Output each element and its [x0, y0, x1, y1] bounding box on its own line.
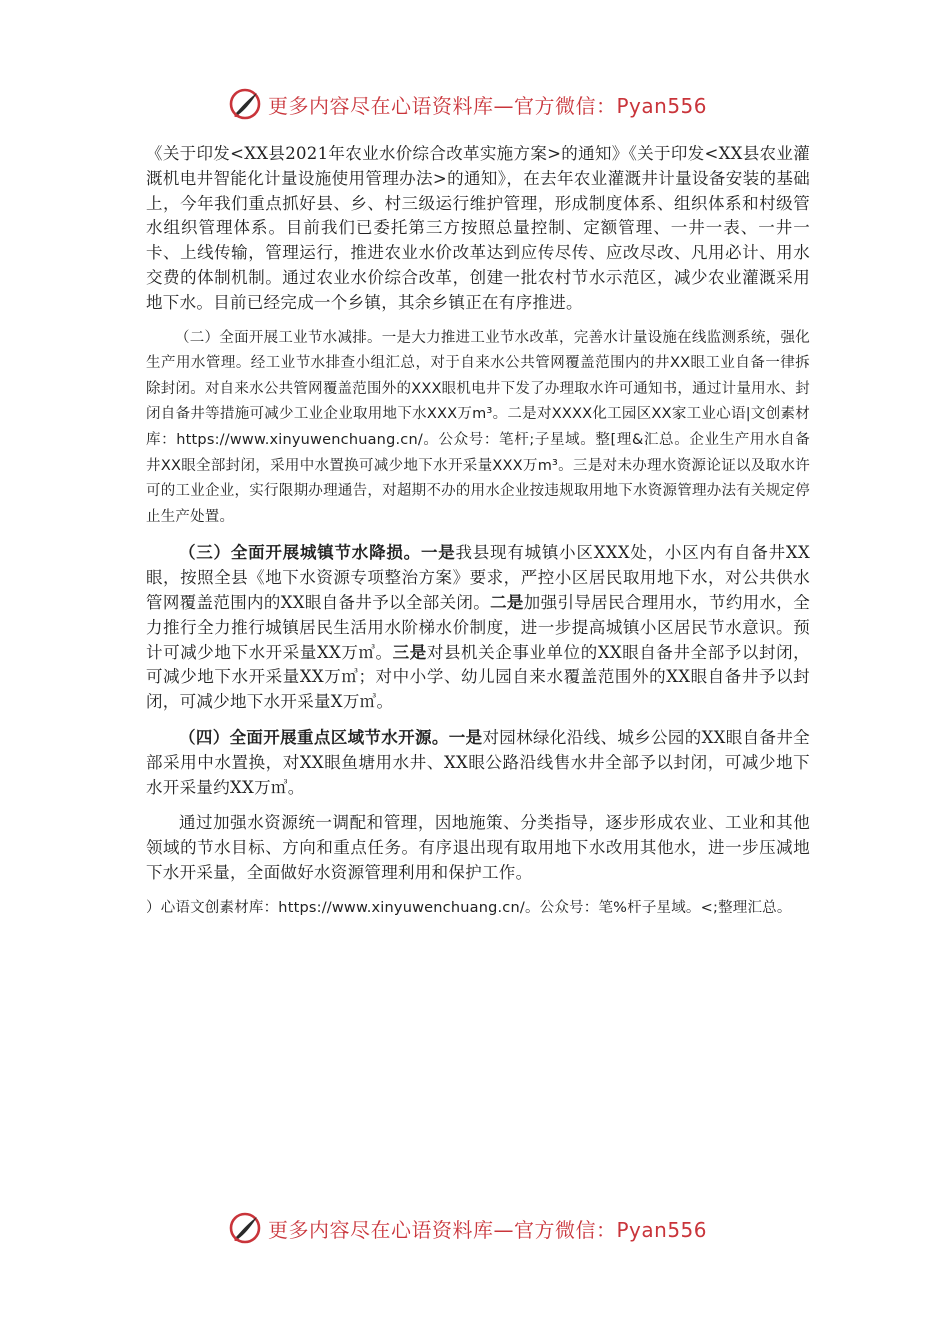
footer-banner	[226, 1208, 746, 1248]
urban-item1-key: 一是	[420, 543, 456, 563]
urban-item3-text: 对县机关企事业单位的XX眼自备井全部予以封闭，可减少地下水开采量XX万㎥；对中小学、幼儿园自来水覆盖范围外的XX眼自备井予以封闭，可减少地下水开采量X万㎥。	[146, 642, 810, 712]
paragraph-industry: （二）全面开展工业节水减排。一是大力推进工业节水改革，完善水计量设施在线监测系统，强化生产用水管理。经工业节水排查小组汇总，对于自来水公共管网覆盖范围内的井XX眼工业自备一律拆除封闭。对自来水公共管网覆盖范围外的XXX眼机电井下发了办理取水许可通知书，通过计量用水、封闭自备井等措施可减少工业企业取用地下水XXX万m³。二是对XXXX化工园区XX家工业心语|文创素材库：https://www.xinyuwenchuang.cn/。公众号：笔杆;子星域。整[理&汇总。企业生产用水自备井XX眼全部封闭，采用中水置换可减少地下水开采量XXX万m³。三是对未办理水资源论证以及取水许可的工业企业，实行限期办理通告，对超期不办的用水企业按违规取用地下水资源管理办法有关规定停止生产处置。	[146, 329, 810, 525]
key-areas-item1-text: 对园林绿化沿线、城乡公园的XX眼自备井全部采用中水置换，对XX眼鱼塘用水井、XX眼公路沿线售水井全部予以封闭，可减少地下水开采量约XX万㎥。	[146, 727, 810, 797]
header-banner-text: 更多内容尽在心语资料库—官方微信：Pyan556	[268, 93, 708, 118]
paragraph-agriculture: 《关于印发<XX县2021年农业水价综合改革实施方案>的通知》《关于印发<XX县农业灌溉机电井智能化计量设施使用管理办法>的通知》，在去年农业灌溉井计量设备安装的基础上，今年我们重点抓好县、乡、村三级运行维护管理，形成制度体系、组织体系和村级管水组织管理体系。目前我们已委托第三方按照总量控制、定额管理、一井一表、一井一卡、上线传输，管理运行，推进农业水价改革达到应传尽传、应改尽改、凡用必计、用水交费的体制机制。通过农业水价综合改革，创建一批农村节水示范区，减少农业灌溉采用地下水。目前已经完成一个乡镇，其余乡镇正在有序推进。	[146, 144, 810, 312]
urban-heading: （三）全面开展城镇节水降损。	[179, 543, 421, 563]
paragraph-urban	[146, 541, 810, 715]
paragraph-summary: 通过加强水资源统一调配和管理，因地施策、分类指导，逐步形成农业、工业和其他领域的节水目标、方向和重点任务。有序退出现有取用地下水改用其他水，进一步压减地下水开采量，全面做好水资源管理利用和保护工作。	[146, 813, 810, 882]
paragraph-watermark-note: ）心语文创素材库：https://www.xinyuwenchuang.cn/。公众号：笔%杆子星域。<;整理汇总。	[146, 899, 792, 916]
key-areas-heading: （四）全面开展重点区域节水开源。	[179, 727, 449, 747]
key-areas-item1-key: 一是	[448, 727, 483, 747]
urban-item2-key: 二是	[490, 592, 524, 612]
document-body	[146, 142, 810, 921]
header-banner	[226, 84, 746, 124]
urban-item1-text: 我县现有城镇小区XXX处，小区内有自备井XX眼，按照全县《地下水资源专项整治方案》要求，严控小区居民取用地下水，对公共供水管网覆盖范围内的XX眼自备井予以全部关闭。	[146, 543, 810, 612]
footer-banner-text: 更多内容尽在心语资料库—官方微信：Pyan556	[268, 1217, 708, 1242]
brush-logo-icon	[226, 85, 264, 123]
paragraph-key-areas	[146, 726, 810, 800]
urban-item3-key: 三是	[392, 642, 427, 662]
brush-logo-icon	[226, 1209, 264, 1247]
urban-item2-text: 加强引导居民合理用水，节约用水，全力推行全力推行城镇居民生活用水阶梯水价制度，进一步提高城镇小区居民节水意识。预计可减少地下水开采量XX万㎥。	[146, 592, 810, 662]
